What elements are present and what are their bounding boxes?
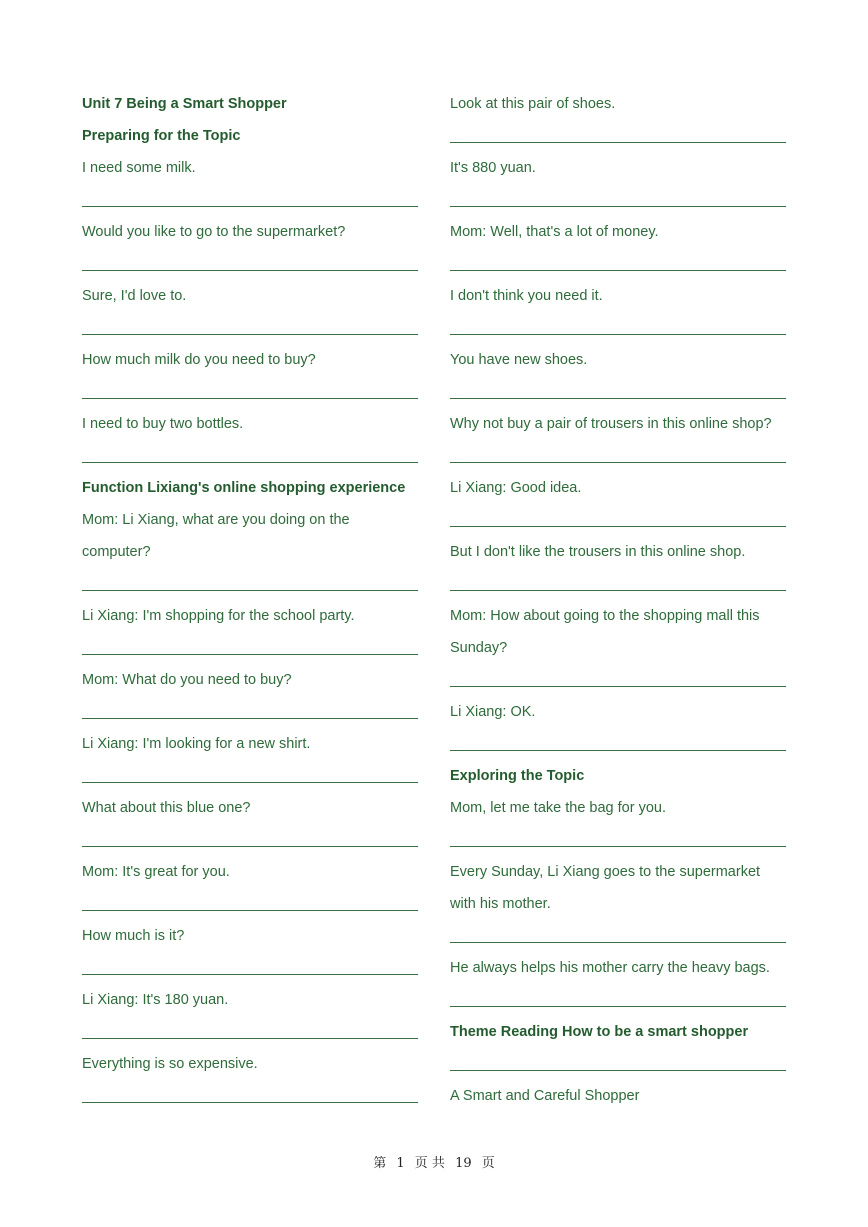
sentence-line: Li Xiang: It's 180 yuan. [82,992,229,1008]
section-heading: Exploring the Topic [450,768,585,784]
sentence-line: A Smart and Careful Shopper [450,1088,640,1104]
answer-line [82,888,418,920]
sentence-line: Sure, I'd love to. [82,288,187,304]
answer-line [82,440,418,472]
answer-line [82,184,418,216]
sentence-line: Everything is so expensive. [82,1056,258,1072]
sentence-line: Li Xiang: I'm looking for a new shirt. [82,736,311,752]
answer-line [82,312,418,344]
answer-line [82,696,418,728]
sentence-line: Mom: Well, that's a lot of money. [450,224,659,240]
footer-page-number: 1 [396,1156,405,1171]
sentence-line: But I don't like the trousers in this online shop. [450,544,746,560]
sentence-line: I don't think you need it. [450,288,603,304]
answer-line [450,248,786,280]
answer-line [82,568,418,600]
section-heading: Preparing for the Topic [82,128,241,144]
footer-prefix: 第 [373,1156,387,1171]
sentence-line: I need to buy two bottles. [82,416,244,432]
sentence-line: Mom: It's great for you. [82,864,230,880]
sentence-line: with his mother. [450,896,551,912]
sentence-line: Mom, let me take the bag for you. [450,800,666,816]
answer-line [450,664,786,696]
section-heading: Function Lixiang's online shopping experience [82,480,406,496]
right-column [450,88,786,1112]
page-footer [0,1152,868,1171]
answer-line [450,824,786,856]
sentence-line: Would you like to go to the supermarket? [82,224,346,240]
sentence-line: Li Xiang: I'm shopping for the school party. [82,608,355,624]
sentence-line: He always helps his mother carry the heavy bags. [450,960,770,976]
sentence-line: I need some milk. [82,160,196,176]
answer-line [82,952,418,984]
sentence-line: Why not buy a pair of trousers in this online shop? [450,416,772,432]
answer-line [450,376,786,408]
sentence-line: Mom: How about going to the shopping mall this [450,608,760,624]
answer-line [82,632,418,664]
answer-line [450,984,786,1016]
sentence-line: Every Sunday, Li Xiang goes to the supermarket [450,864,761,880]
answer-line [450,568,786,600]
sentence-line: How much milk do you need to buy? [82,352,316,368]
footer-suffix: 页 [481,1156,495,1171]
sentence-line: Mom: What do you need to buy? [82,672,292,688]
answer-line [82,824,418,856]
answer-line [450,312,786,344]
sentence-line: Mom: Li Xiang, what are you doing on the [82,512,350,528]
sentence-line: Sunday? [450,640,508,656]
answer-line [450,120,786,152]
answer-line [450,728,786,760]
answer-line [450,504,786,536]
sentence-line: You have new shoes. [450,352,588,368]
sentence-line: How much is it? [82,928,185,944]
sentence-line: What about this blue one? [82,800,251,816]
sentence-line: Li Xiang: OK. [450,704,536,720]
footer-middle: 页 共 [414,1156,445,1171]
answer-line [450,1048,786,1080]
sentence-line: Li Xiang: Good idea. [450,480,582,496]
sentence-line: It's 880 yuan. [450,160,536,176]
answer-line [450,440,786,472]
answer-line [450,920,786,952]
answer-line [82,376,418,408]
answer-line [82,1080,418,1112]
section-heading: Unit 7 Being a Smart Shopper [82,96,287,112]
sentence-line: computer? [82,544,151,560]
answer-line [82,248,418,280]
footer-total-pages: 19 [455,1156,472,1171]
section-heading: Theme Reading How to be a smart shopper [450,1024,749,1040]
answer-line [82,1016,418,1048]
answer-line [450,184,786,216]
sentence-line: Look at this pair of shoes. [450,96,616,112]
answer-line [82,760,418,792]
left-column [82,88,418,1112]
